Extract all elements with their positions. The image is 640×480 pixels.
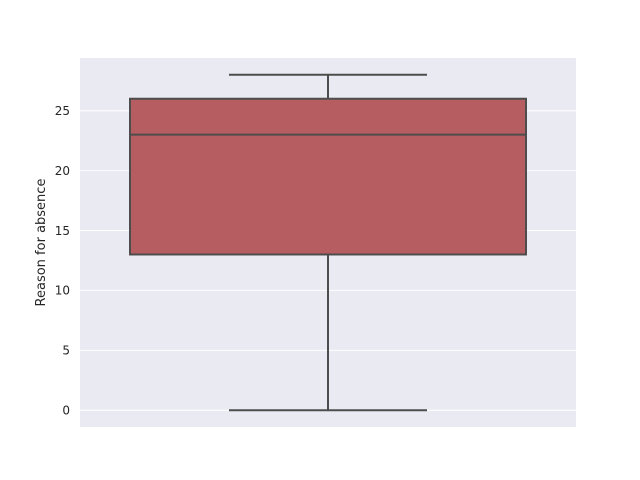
- y-tick-label-5: 5: [62, 343, 70, 358]
- y-tick-label-10: 10: [54, 283, 70, 298]
- y-tick-label-15: 15: [54, 223, 70, 238]
- y-tick-label-25: 25: [54, 104, 70, 119]
- y-tick-label-20: 20: [54, 163, 70, 178]
- iqr-box: [130, 99, 526, 255]
- y-axis-label: Reason for absence: [34, 178, 49, 307]
- y-tick-label-0: 0: [62, 403, 70, 418]
- y-tick-labels: [55, 104, 70, 418]
